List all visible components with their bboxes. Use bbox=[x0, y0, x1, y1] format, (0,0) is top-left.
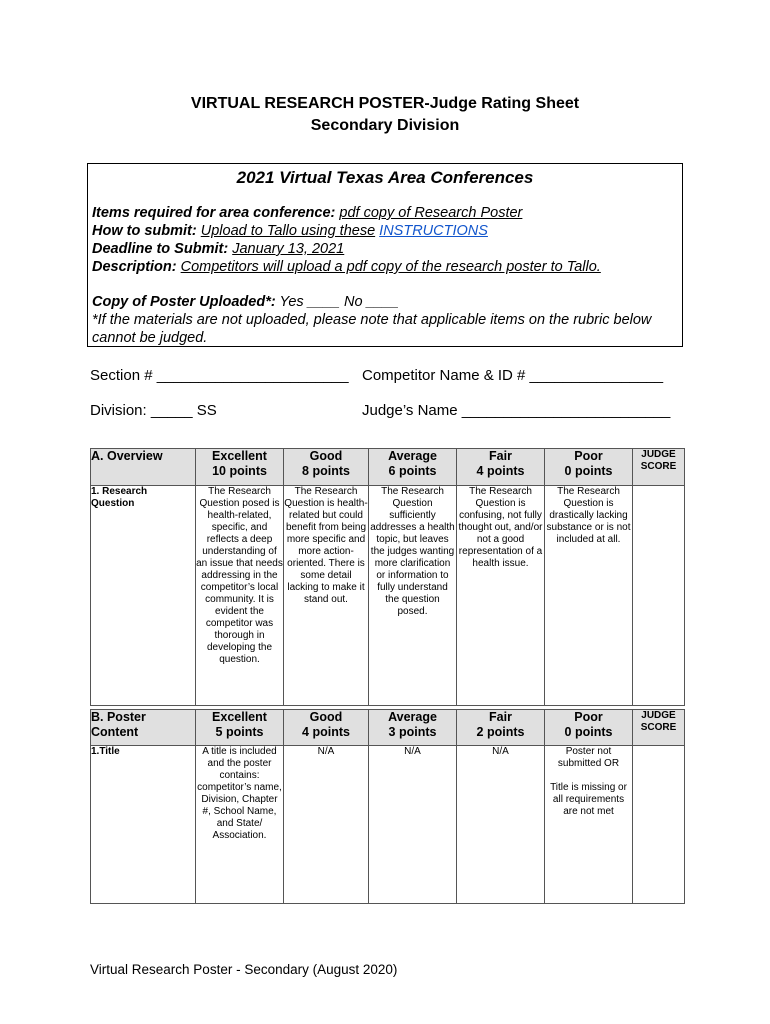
research-question-excellent: The Research Question posed is health-related, specific, and reflects a deep understanding of an issue that needs addressing in the competitor’s local community. It is evident the competitor was thorough in developing the question. bbox=[196, 486, 284, 706]
poster-header-good: Good 4 points bbox=[284, 710, 369, 746]
items-value: pdf copy of Research Poster bbox=[339, 205, 523, 221]
items-required-line bbox=[92, 205, 522, 221]
info-box-heading: 2021 Virtual Texas Area Conferences bbox=[236, 168, 534, 187]
poster-judge-score-header: JUDGE SCORE bbox=[633, 710, 685, 746]
description-label: Description: bbox=[92, 259, 177, 275]
title-average: N/A bbox=[369, 746, 457, 904]
instructions-link[interactable]: INSTRUCTIONS bbox=[379, 223, 488, 239]
research-question-label: 1. Research Question bbox=[91, 486, 196, 706]
overview-table bbox=[90, 448, 685, 706]
items-label: Items required for area conference: bbox=[92, 205, 336, 221]
copy-label: Copy of Poster Uploaded*: bbox=[92, 294, 276, 310]
research-question-row bbox=[91, 486, 685, 706]
research-question-fair: The Research Question is confusing, not fully thought out, and/or not a good representation of a health issue. bbox=[457, 486, 545, 706]
submit-value: Upload to Tallo using these bbox=[200, 223, 376, 239]
judge-name-field[interactable]: Judge’s Name _________________________ bbox=[362, 402, 671, 419]
poster-header-average: Average 3 points bbox=[369, 710, 457, 746]
overview-header-average: Average 6 points bbox=[369, 449, 457, 486]
title-row-label: 1.Title bbox=[91, 746, 196, 904]
title-poor: Poster not submitted OR Title is missing or all requirements are not met bbox=[545, 746, 633, 904]
title-judge-score[interactable] bbox=[633, 746, 685, 904]
poster-content-table bbox=[90, 709, 685, 904]
competitor-field[interactable]: Competitor Name & ID # ________________ bbox=[362, 367, 664, 384]
overview-header-poor: Poor 0 points bbox=[545, 449, 633, 486]
how-to-submit-line bbox=[92, 223, 488, 239]
title-excellent: A title is included and the poster contains: competitor’s name, Division, Chapter #, School Name, and State/ Association. bbox=[196, 746, 284, 904]
overview-header-excellent: Excellent 10 points bbox=[196, 449, 284, 486]
research-question-poor: The Research Question is drastically lacking substance or is not included at all. bbox=[545, 486, 633, 706]
research-question-judge-score[interactable] bbox=[633, 486, 685, 706]
submit-label: How to submit: bbox=[92, 223, 197, 239]
division-field[interactable]: Division: _____ SS bbox=[90, 402, 217, 419]
title-row bbox=[91, 746, 685, 904]
note-line-1: *If the materials are not uploaded, please note that applicable items on the rubric below bbox=[92, 312, 652, 328]
deadline-line bbox=[92, 241, 344, 257]
research-question-good: The Research Question is health-related but could benefit from being more specific and more action-oriented. There is some detail lacking to make it stand out. bbox=[284, 486, 369, 706]
poster-header-fair: Fair 2 points bbox=[457, 710, 545, 746]
copy-uploaded-line bbox=[92, 294, 399, 310]
page-subtitle: Secondary Division bbox=[310, 117, 460, 134]
page-title: VIRTUAL RESEARCH POSTER-Judge Rating Sheet bbox=[190, 95, 580, 112]
copy-value: Yes ____ No ____ bbox=[279, 294, 399, 310]
poster-header-excellent: Excellent 5 points bbox=[196, 710, 284, 746]
research-question-average: The Research Question sufficiently addresses a health topic, but leaves the judges wanting more clarification or information to fully understand the question posed. bbox=[369, 486, 457, 706]
note-line-2: cannot be judged. bbox=[92, 330, 208, 346]
deadline-label: Deadline to Submit: bbox=[92, 241, 229, 257]
deadline-value: January 13, 2021 bbox=[232, 241, 345, 257]
overview-header-fair: Fair 4 points bbox=[457, 449, 545, 486]
title-fair: N/A bbox=[457, 746, 545, 904]
poster-header-poor: Poor 0 points bbox=[545, 710, 633, 746]
description-value: Competitors will upload a pdf copy of the research poster to Tallo. bbox=[180, 259, 601, 275]
title-good: N/A bbox=[284, 746, 369, 904]
poster-content-header-row bbox=[91, 710, 685, 746]
page-footer: Virtual Research Poster - Secondary (August 2020) bbox=[90, 962, 398, 977]
poster-content-label: B. Poster Content bbox=[91, 710, 196, 746]
description-line bbox=[92, 259, 601, 275]
overview-header-good: Good 8 points bbox=[284, 449, 369, 486]
overview-judge-score-header: JUDGE SCORE bbox=[633, 449, 685, 486]
overview-label: A. Overview bbox=[91, 449, 196, 486]
overview-header-row bbox=[91, 449, 685, 486]
info-box bbox=[87, 163, 683, 347]
section-field[interactable]: Section # _______________________ bbox=[90, 367, 349, 384]
